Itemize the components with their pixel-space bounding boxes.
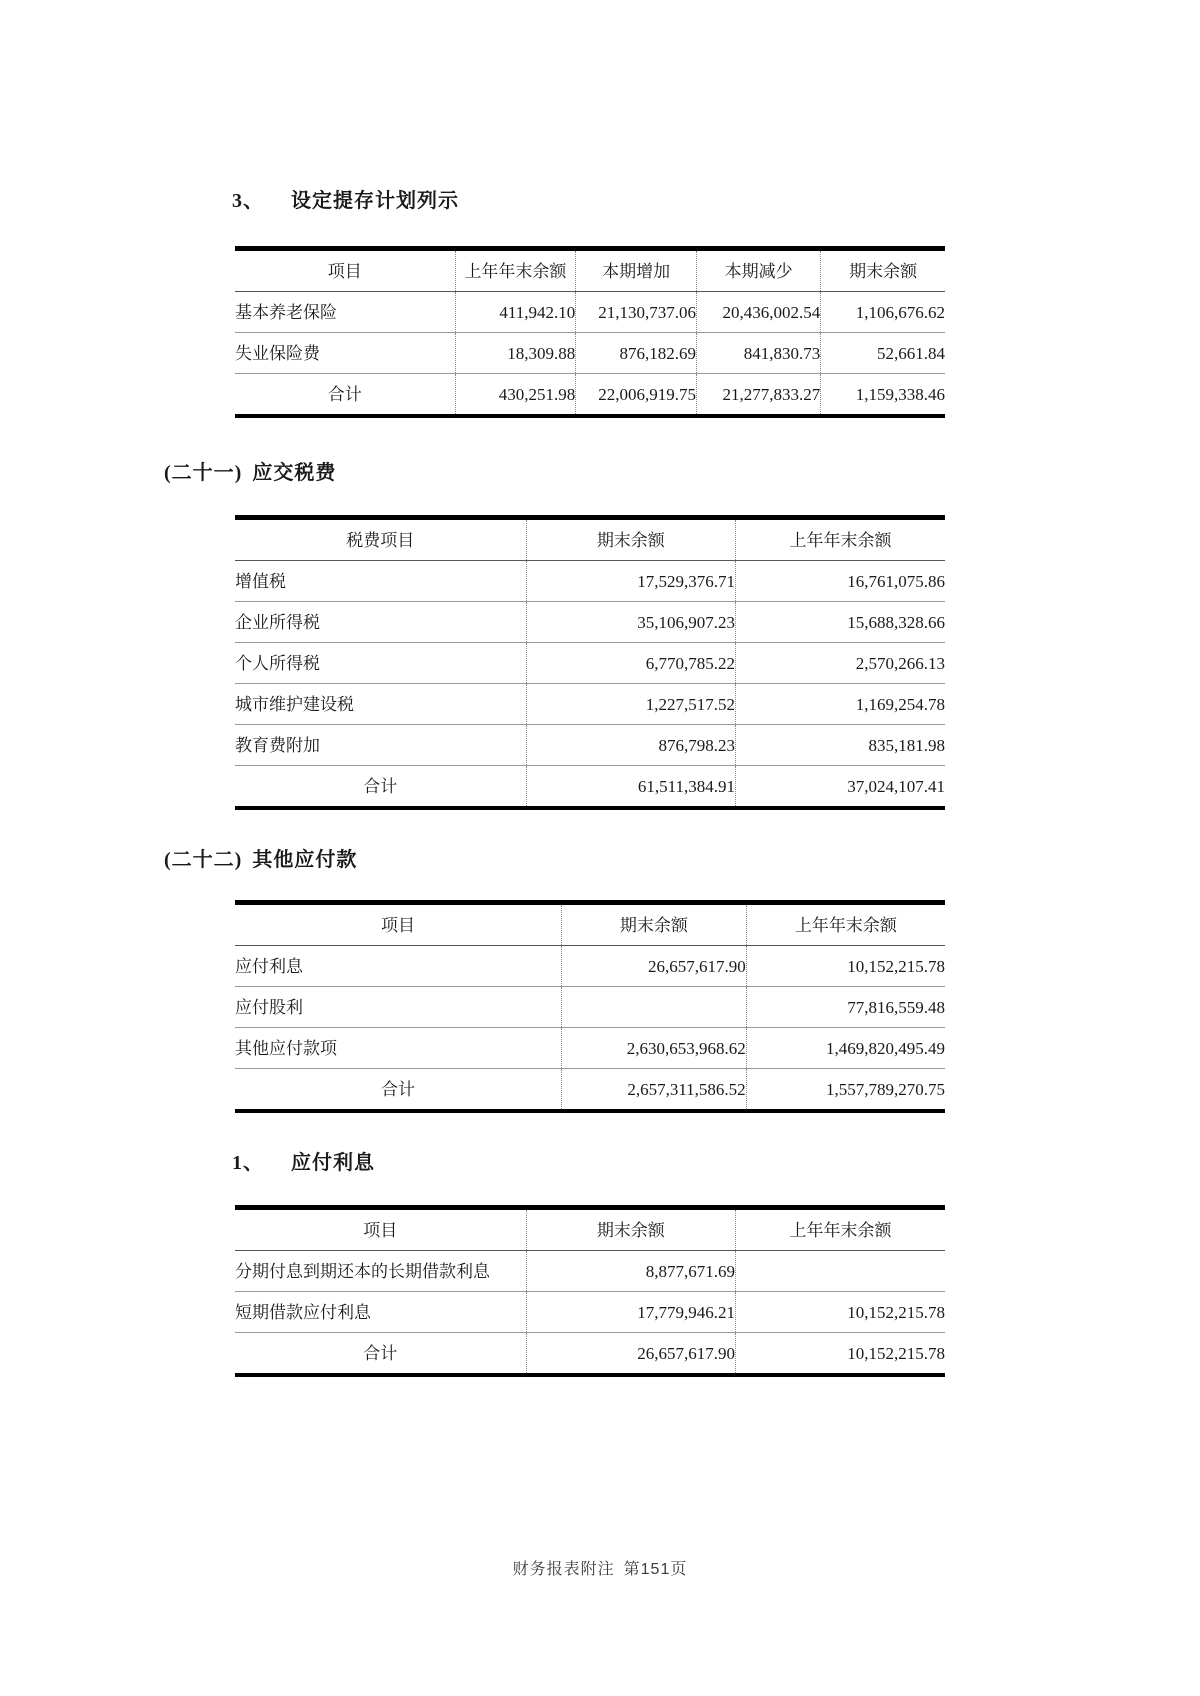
cell-value: 10,152,215.78 <box>736 1292 945 1333</box>
table-row <box>235 946 945 987</box>
column-header: 期末余额 <box>526 518 735 561</box>
cell-value: 1,106,676.62 <box>821 292 945 333</box>
column-header: 期末余额 <box>562 903 747 946</box>
total-row <box>235 1069 945 1112</box>
interest-payable-table <box>235 1205 945 1377</box>
column-header: 期末余额 <box>526 1208 735 1251</box>
section-title: 其他应付款 <box>252 849 358 871</box>
total-value: 21,277,833.27 <box>696 374 820 417</box>
pension-plan-table <box>235 246 945 418</box>
section-title: 设定提存计划列示 <box>291 190 459 212</box>
table-row <box>235 333 945 374</box>
column-header: 上年年末余额 <box>746 903 945 946</box>
cell-value: 1,169,254.78 <box>736 684 945 725</box>
total-label: 合计 <box>363 1344 398 1363</box>
section-title: 应付利息 <box>291 1152 375 1174</box>
row-label: 短期借款应付利息 <box>235 1292 526 1333</box>
table-header-row <box>235 903 945 946</box>
table-row <box>235 643 945 684</box>
total-value: 22,006,919.75 <box>576 374 697 417</box>
row-label: 基本养老保险 <box>235 292 455 333</box>
table-row <box>235 1028 945 1069</box>
row-label: 应付利息 <box>235 946 562 987</box>
cell-value: 10,152,215.78 <box>746 946 945 987</box>
cell-value: 21,130,737.06 <box>576 292 697 333</box>
section-number: 3、 <box>232 190 264 212</box>
row-label: 个人所得税 <box>235 643 526 684</box>
row-label: 分期付息到期还本的长期借款利息 <box>235 1251 526 1292</box>
page-footer: 财务报表附注 第151页 <box>512 1561 688 1578</box>
table-row <box>235 602 945 643</box>
total-label: 合计 <box>381 1080 416 1099</box>
column-header: 税费项目 <box>235 518 526 561</box>
section-heading-interest-payable <box>232 1146 375 1175</box>
section-heading-other-payables <box>164 843 357 872</box>
taxes-payable-table <box>235 515 945 810</box>
cell-value: 876,798.23 <box>526 725 735 766</box>
cell-value: 20,436,002.54 <box>696 292 820 333</box>
section-heading-pension <box>232 184 459 213</box>
column-header: 项目 <box>235 903 562 946</box>
cell-value: 411,942.10 <box>455 292 576 333</box>
column-header: 项目 <box>235 1208 526 1251</box>
column-header: 上年年末余额 <box>455 249 576 292</box>
total-label: 合计 <box>327 385 362 404</box>
total-value: 1,557,789,270.75 <box>746 1069 945 1112</box>
section-number: 1、 <box>232 1152 264 1174</box>
cell-value: 52,661.84 <box>821 333 945 374</box>
column-header: 上年年末余额 <box>736 1208 945 1251</box>
cell-value: 77,816,559.48 <box>746 987 945 1028</box>
total-row <box>235 766 945 809</box>
cell-value: 2,570,266.13 <box>736 643 945 684</box>
section-title: 应交税费 <box>252 462 337 484</box>
cell-value <box>562 987 747 1028</box>
table-row <box>235 561 945 602</box>
table-header-row <box>235 249 945 292</box>
cell-value: 6,770,785.22 <box>526 643 735 684</box>
cell-value: 15,688,328.66 <box>736 602 945 643</box>
cell-value: 16,761,075.86 <box>736 561 945 602</box>
cell-value: 835,181.98 <box>736 725 945 766</box>
total-value: 2,657,311,586.52 <box>562 1069 747 1112</box>
cell-value: 1,227,517.52 <box>526 684 735 725</box>
cell-value: 17,779,946.21 <box>526 1292 735 1333</box>
cell-value: 26,657,617.90 <box>562 946 747 987</box>
cell-value: 876,182.69 <box>576 333 697 374</box>
total-row <box>235 374 945 417</box>
total-row <box>235 1333 945 1376</box>
column-header: 本期增加 <box>576 249 697 292</box>
cell-value <box>736 1251 945 1292</box>
column-header: 本期减少 <box>696 249 820 292</box>
row-label: 失业保险费 <box>235 333 455 374</box>
total-label: 合计 <box>363 777 398 796</box>
cell-value: 8,877,671.69 <box>526 1251 735 1292</box>
row-label: 增值税 <box>235 561 526 602</box>
table-row <box>235 987 945 1028</box>
row-label: 其他应付款项 <box>235 1028 562 1069</box>
total-value: 430,251.98 <box>455 374 576 417</box>
row-label: 教育费附加 <box>235 725 526 766</box>
total-value: 37,024,107.41 <box>736 766 945 809</box>
column-header: 期末余额 <box>821 249 945 292</box>
column-header: 项目 <box>235 249 455 292</box>
cell-value: 1,469,820,495.49 <box>746 1028 945 1069</box>
row-label: 企业所得税 <box>235 602 526 643</box>
table-row <box>235 725 945 766</box>
table-row <box>235 1292 945 1333</box>
section-number: (二十二) <box>164 849 243 871</box>
table-header-row <box>235 518 945 561</box>
cell-value: 17,529,376.71 <box>526 561 735 602</box>
total-value: 26,657,617.90 <box>526 1333 735 1376</box>
cell-value: 2,630,653,968.62 <box>562 1028 747 1069</box>
other-payables-table <box>235 900 945 1113</box>
cell-value: 841,830.73 <box>696 333 820 374</box>
column-header: 上年年末余额 <box>736 518 945 561</box>
total-value: 1,159,338.46 <box>821 374 945 417</box>
table-row <box>235 1251 945 1292</box>
table-row <box>235 684 945 725</box>
table-row <box>235 292 945 333</box>
row-label: 城市维护建设税 <box>235 684 526 725</box>
total-value: 10,152,215.78 <box>736 1333 945 1376</box>
section-number: (二十一) <box>164 462 243 484</box>
table-header-row <box>235 1208 945 1251</box>
cell-value: 18,309.88 <box>455 333 576 374</box>
section-heading-taxes <box>164 456 336 485</box>
row-label: 应付股利 <box>235 987 562 1028</box>
total-value: 61,511,384.91 <box>526 766 735 809</box>
cell-value: 35,106,907.23 <box>526 602 735 643</box>
